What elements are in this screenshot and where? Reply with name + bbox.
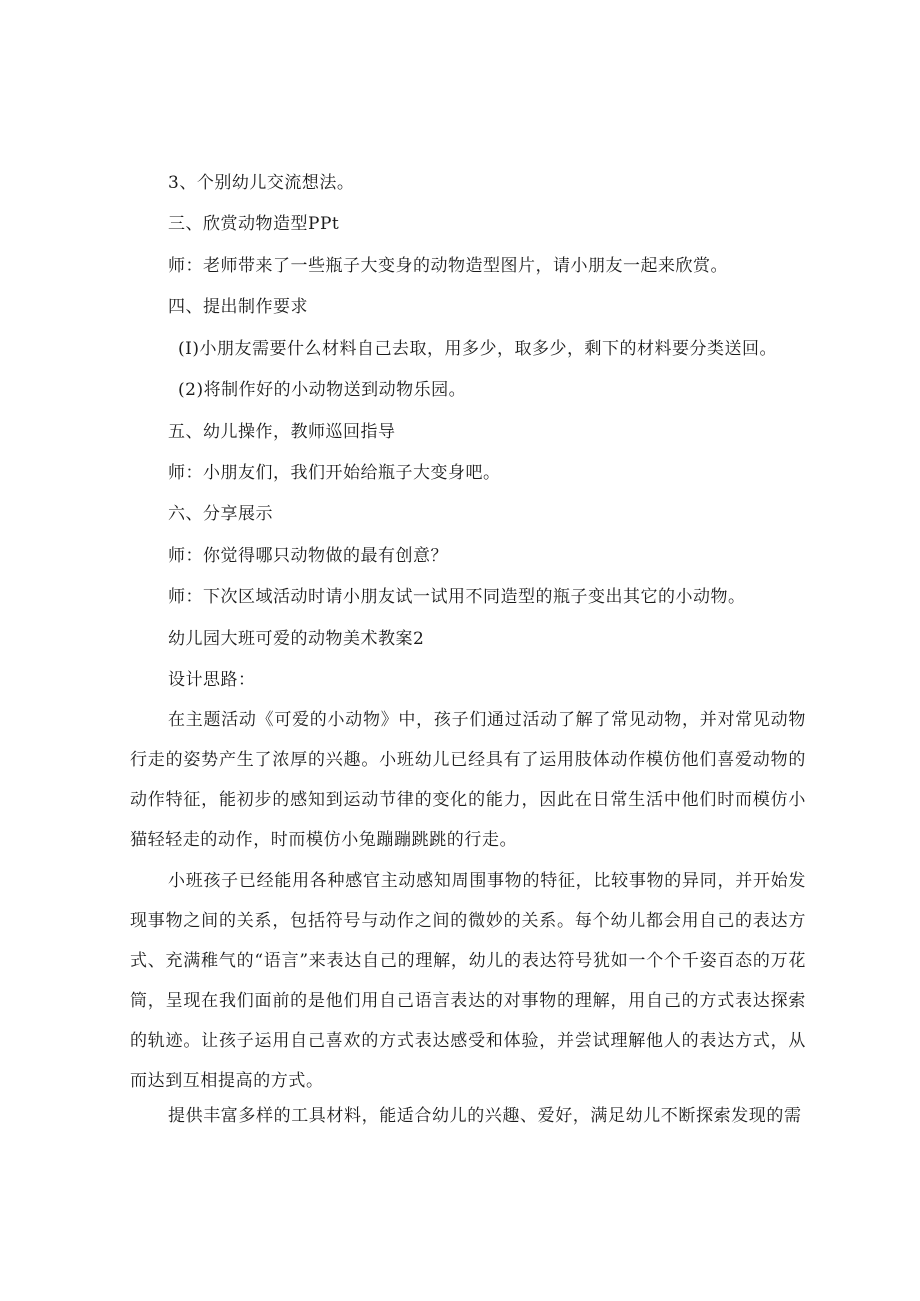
text-line: 3、个别幼儿交流想法。	[168, 173, 355, 193]
section-heading: 五、幼儿操作，教师巡回指导	[168, 422, 396, 442]
text-line: (I)小朋友需要什么材料自己去取，用多少，取多少，剩下的材料要分类送回。	[178, 339, 777, 359]
text-line: (2)将制作好的小动物送到动物乐园。	[178, 380, 467, 400]
section-heading: 三、欣赏动物造型PPt	[168, 214, 340, 234]
paragraph: 提供丰富多样的工具材料，能适合幼儿的兴趣、爱好，满足幼儿不断探索发现的需	[168, 1106, 802, 1126]
text-line: 师：下次区域活动时请小朋友试一试用不同造型的瓶子变出其它的小动物。	[168, 587, 746, 607]
section-heading: 设计思路：	[168, 670, 256, 690]
paragraph: 在主题活动《可爱的小动物》中，孩子们通过活动了解了常见动物，并对常见动物行走的姿势产生了浓厚的兴趣。小班幼儿已经具有了运用肢体动作模仿他们喜爱动物的动作特征，能初步的感知到运动节律的变化的能力，因此在日常生活中他们时而模仿小猫轻轻走的动作，时而模仿小兔蹦蹦跳跳的行走。	[130, 710, 806, 850]
section-heading: 四、提出制作要求	[168, 297, 308, 317]
text-line: 师：老师带来了一些瓶子大变身的动物造型图片，请小朋友一起来欣赏。	[168, 256, 728, 276]
text-line: 师：你觉得哪只动物做的最有创意？	[168, 546, 448, 566]
section-heading: 六、分享展示	[168, 504, 273, 524]
text-line: 师：小朋友们，我们开始给瓶子大变身吧。	[168, 463, 501, 483]
document-title: 幼儿园大班可爱的动物美术教案2	[168, 629, 425, 649]
paragraph: 小班孩子已经能用各种感官主动感知周围事物的特征，比较事物的异同，并开始发现事物之间的关系，包括符号与动作之间的微妙的关系。每个幼儿都会用自己的表达方式、充满稚气的“语言”来表达自己的理解，幼儿的表达符号犹如一个个千姿百态的万花筒，呈现在我们面前的是他们用自己语言表达的对事物的理解，用自己的方式表达探索的轨迹。让孩子运用自己喜欢的方式表达感受和体验，并尝试理解他人的表达方式，从而达到互相提高的方式。	[130, 871, 806, 1091]
